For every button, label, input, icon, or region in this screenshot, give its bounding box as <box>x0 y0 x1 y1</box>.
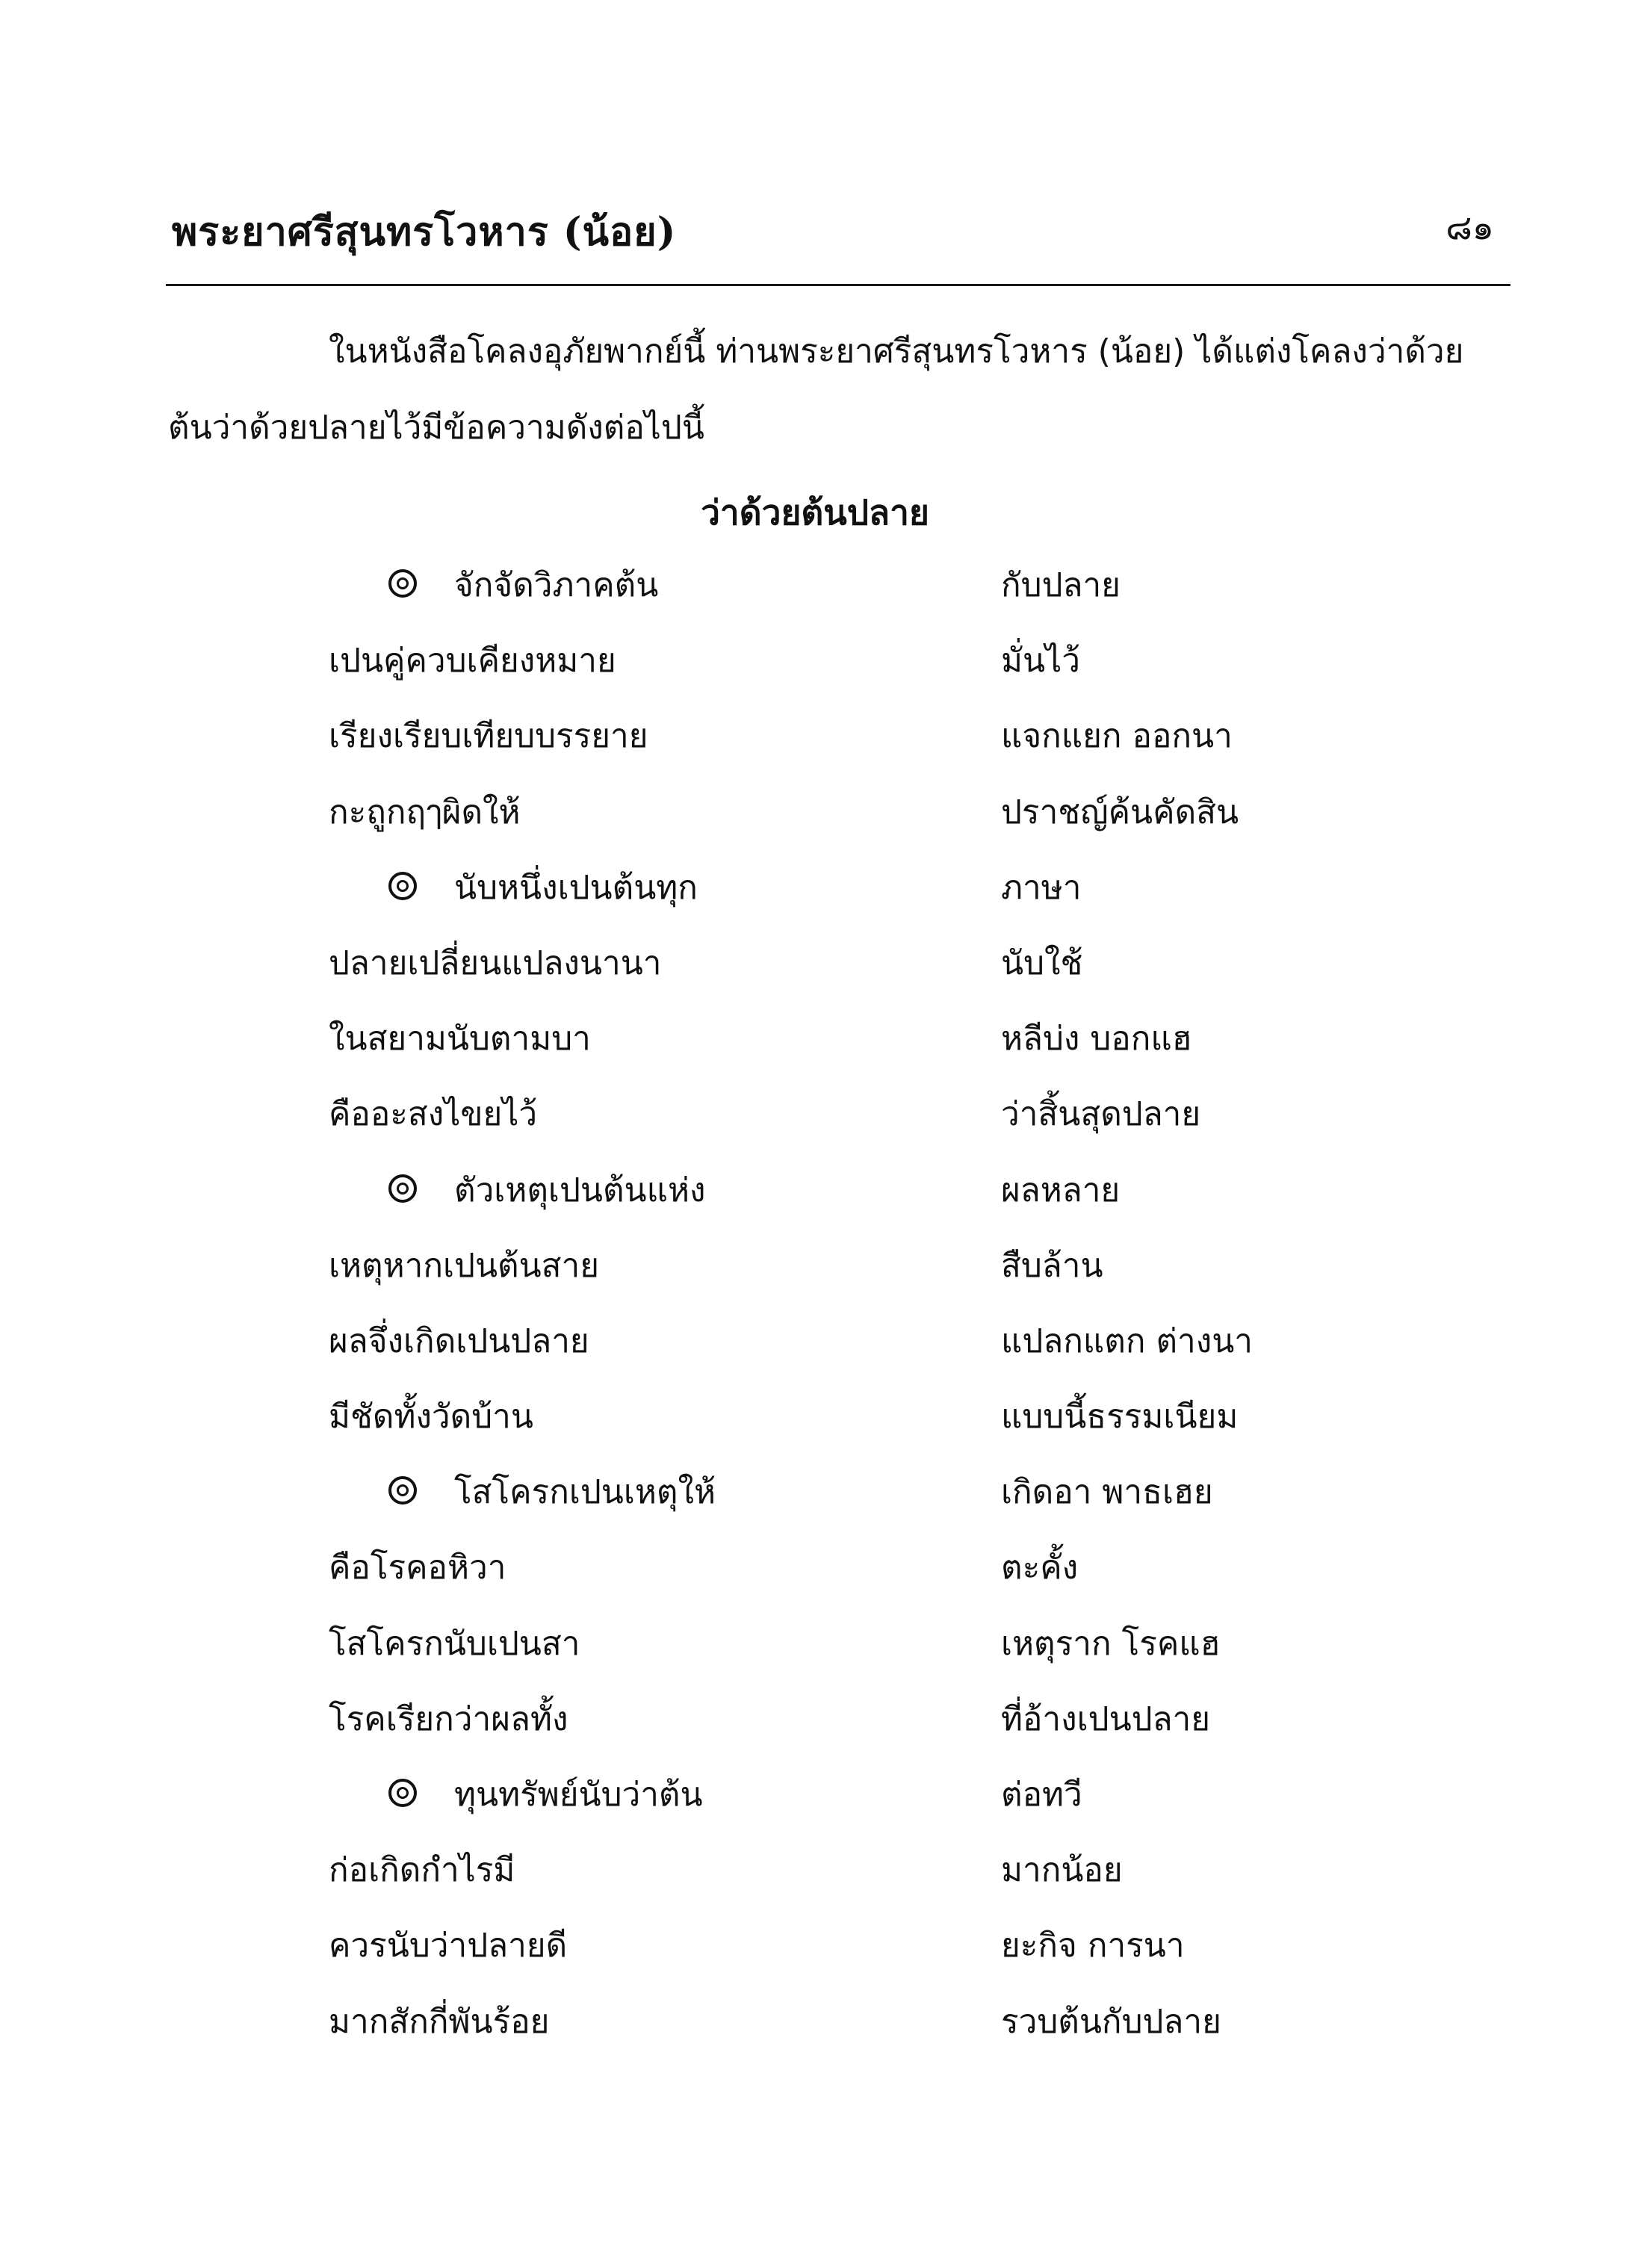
poem-line <box>0 1995 1630 2071</box>
stanza-start-line <box>0 1466 1630 1541</box>
poem-line-second-half: ต่อทวี <box>1001 1776 1082 1814</box>
poem-line-second-half: ว่าสิ้นสุดปลาย <box>1001 1095 1201 1134</box>
poem-line-second-half: สืบล้าน <box>1001 1246 1103 1285</box>
poem-line-first-half: เปนคู่ควบเคียงหมาย <box>329 642 616 681</box>
stanza-bullet-icon <box>388 1174 417 1203</box>
poem-line-first-half <box>388 1466 716 1518</box>
poem-line <box>0 1617 1630 1693</box>
poem-line-second-half: ปราชญ์ค้นคัดสิน <box>1001 793 1239 831</box>
poem-line-first-half: ผลจึ่งเกิดเปนปลาย <box>329 1322 589 1360</box>
poem-line-first-half: คือโรคอหิวา <box>329 1549 506 1587</box>
poem-line <box>0 786 1630 861</box>
poem-line <box>0 1844 1630 1919</box>
poem-line-second-half: ภาษา <box>1001 868 1082 907</box>
poem-line-second-half: ยะกิจ การนา <box>1001 1927 1185 1965</box>
poem-line-first-half <box>388 861 698 914</box>
poem-line-first-half: ก่อเกิดกำไรมี <box>329 1851 515 1890</box>
poem-line-first-half: โสโครกนับเปนสา <box>329 1624 580 1663</box>
poem-line-second-half: มั่นไว้ <box>1001 642 1080 681</box>
poem-line-first-half: มีชัดทั้งวัดบ้าน <box>329 1398 533 1437</box>
poem-line-first-half: โรคเรียกว่าผลทั้ง <box>329 1700 568 1738</box>
poem-line <box>0 1390 1630 1466</box>
poem-line-first-half <box>388 1768 703 1821</box>
poem-line-first-half: ปลายเปลี่ยนแปลงนานา <box>329 944 662 982</box>
stanza-start-line <box>0 559 1630 634</box>
poem-line-second-half: รวบต้นกับปลาย <box>1001 2002 1221 2041</box>
poem-line-first-half: มากสักกี่พันร้อย <box>329 2002 550 2041</box>
intro-paragraph <box>168 314 1513 466</box>
poem-line <box>0 1315 1630 1390</box>
poem-line <box>0 1239 1630 1315</box>
poem-line-first-half: คืออะสงไขยไว้ <box>329 1095 538 1134</box>
poem-line <box>0 1012 1630 1088</box>
stanza-bullet-icon <box>388 569 417 598</box>
poem-line <box>0 710 1630 785</box>
stanza-start-line <box>0 1164 1630 1239</box>
header-rule <box>166 284 1510 286</box>
poem-line <box>0 1541 1630 1617</box>
poem-line-second-half: หลีบ่ง บอกแฮ <box>1001 1020 1192 1059</box>
intro-line-1: ในหนังสือโคลงอุภัยพากย์นี้ ท่านพระยาศรีสุนทรโวหาร (น้อย) ได้แต่งโคลงว่าด้วย <box>329 332 1464 371</box>
poem-line-second-half: กับปลาย <box>1001 566 1121 604</box>
poem-line-second-half: แจกแยก ออกนา <box>1001 717 1233 756</box>
poem-body <box>0 559 1630 2071</box>
poem-line-first-half: ควรนับว่าปลายดี <box>329 1927 568 1965</box>
poem-line-first-half-text: โสโครกเปนเหตุให้ <box>454 1473 716 1512</box>
poem-line <box>0 634 1630 710</box>
poem-line-second-half: ที่อ้างเปนปลาย <box>1001 1700 1211 1738</box>
stanza-start-line <box>0 1768 1630 1844</box>
poem-line-second-half: นับใช้ <box>1001 944 1083 982</box>
poem-line-first-half: กะถูกฤๅผิดให้ <box>329 793 521 831</box>
poem-line <box>0 1919 1630 1995</box>
poem-line-second-half: เกิดอา พาธเฮย <box>1001 1473 1213 1512</box>
stanza-start-line <box>0 861 1630 937</box>
poem-title: ว่าด้วยต้นปลาย <box>701 492 929 533</box>
poem-line-first-half: ในสยามนับตามบา <box>329 1020 591 1059</box>
poem-line-first-half-text: ทุนทรัพย์นับว่าต้น <box>454 1776 703 1814</box>
poem-line-first-half-text: จักจัดวิภาคต้น <box>454 566 659 604</box>
poem-line-second-half: ผลหลาย <box>1001 1171 1121 1209</box>
page-header <box>172 200 1509 275</box>
poem-line-first-half <box>388 559 658 611</box>
running-title: พระยาศรีสุนทรโวหาร (น้อย) <box>172 209 677 255</box>
poem-line-first-half: เหตุหากเปนต้นสาย <box>329 1246 600 1285</box>
poem-line-first-half-text: นับหนึ่งเปนต้นทุก <box>454 868 698 907</box>
poem-line-second-half: แปลกแตก ต่างนา <box>1001 1322 1254 1360</box>
stanza-bullet-icon <box>388 872 417 900</box>
poem-line <box>0 1088 1630 1163</box>
intro-line-2: ต้นว่าด้วยปลายไว้มีข้อความดังต่อไปนี้ <box>168 409 704 447</box>
poem-line-first-half <box>388 1164 705 1216</box>
poem-line <box>0 937 1630 1012</box>
poem-line-second-half: มากน้อย <box>1001 1851 1123 1890</box>
poem-line-first-half-text: ตัวเหตุเปนต้นแห่ง <box>454 1171 706 1209</box>
stanza-bullet-icon <box>388 1476 417 1505</box>
poem-line <box>0 1693 1630 1768</box>
stanza-bullet-icon <box>388 1779 417 1807</box>
poem-line-second-half: แบบนี้ธรรมเนียม <box>1001 1398 1239 1437</box>
page-number: ๘๑ <box>1445 207 1494 247</box>
poem-line-first-half: เรียงเรียบเทียบบรรยาย <box>329 717 648 756</box>
poem-line-second-half: เหตุราก โรคแฮ <box>1001 1624 1221 1663</box>
poem-line-second-half: ตะคั้ง <box>1001 1549 1079 1587</box>
